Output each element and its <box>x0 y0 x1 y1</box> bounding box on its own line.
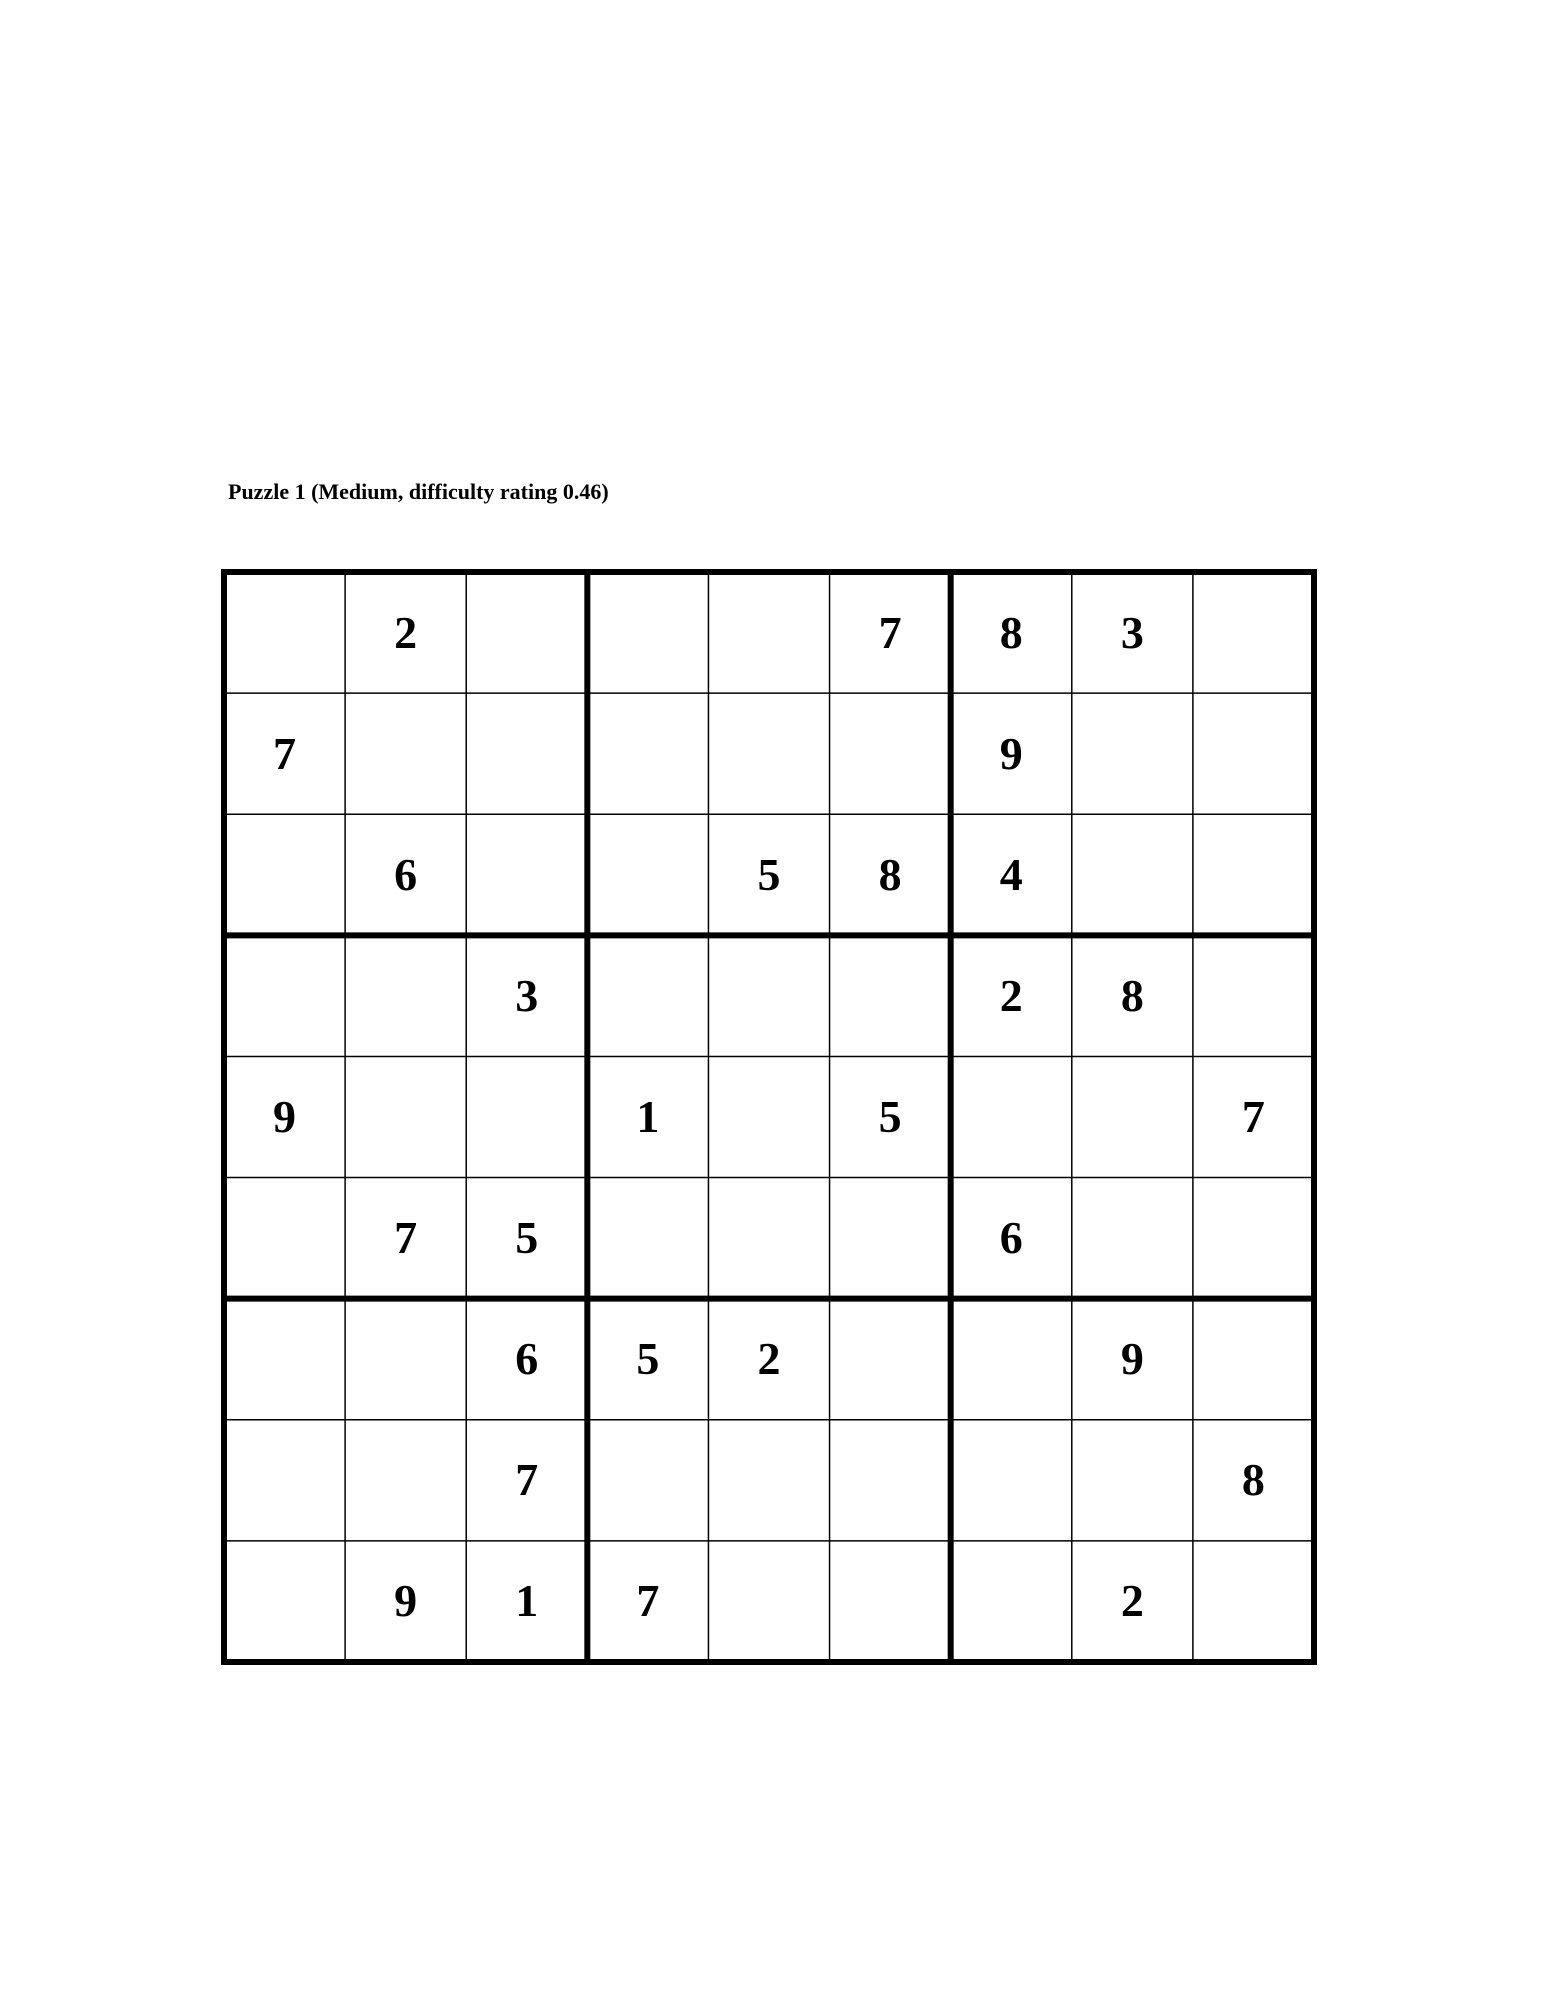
sudoku-cell-r8c1[interactable] <box>224 1420 345 1541</box>
sudoku-cell-r1c8[interactable]: 3 <box>1120 606 1144 658</box>
sudoku-cell-r3c6[interactable]: 8 <box>878 848 902 900</box>
sudoku-cell-r2c7[interactable]: 9 <box>999 727 1023 779</box>
sudoku-cell-r9c8[interactable]: 2 <box>1120 1575 1144 1627</box>
sudoku-cell-r9c7[interactable] <box>951 1541 1072 1662</box>
sudoku-cell-r4c5[interactable] <box>708 935 829 1056</box>
sudoku-cell-r3c1[interactable] <box>224 814 345 935</box>
sudoku-cell-r1c9[interactable] <box>1193 572 1314 693</box>
sudoku-cell-r5c3[interactable] <box>466 1056 587 1177</box>
sudoku-cell-r2c2[interactable] <box>345 693 466 814</box>
sudoku-cell-r4c7[interactable]: 2 <box>999 969 1023 1021</box>
sudoku-cell-r1c7[interactable]: 8 <box>999 606 1023 658</box>
sudoku-cell-r3c7[interactable]: 4 <box>999 848 1023 900</box>
sudoku-cell-r3c5[interactable]: 5 <box>757 848 781 900</box>
sudoku-cell-r4c6[interactable] <box>830 935 951 1056</box>
sudoku-cell-r5c1[interactable]: 9 <box>273 1090 297 1142</box>
sudoku-cell-r5c6[interactable]: 5 <box>878 1090 902 1142</box>
sudoku-cell-r4c4[interactable] <box>587 935 708 1056</box>
sudoku-cell-r5c2[interactable] <box>345 1056 466 1177</box>
sudoku-cell-r2c3[interactable] <box>466 693 587 814</box>
sudoku-cell-r1c2[interactable]: 2 <box>394 606 418 658</box>
sudoku-cell-r5c4[interactable]: 1 <box>636 1090 660 1142</box>
sudoku-cell-r1c6[interactable]: 7 <box>878 606 902 658</box>
sudoku-cell-r8c3[interactable]: 7 <box>515 1454 539 1506</box>
sudoku-cell-r5c8[interactable] <box>1072 1056 1193 1177</box>
sudoku-cell-r4c8[interactable]: 8 <box>1120 969 1144 1021</box>
sudoku-cell-r6c1[interactable] <box>224 1178 345 1299</box>
sudoku-cell-r6c7[interactable]: 6 <box>999 1212 1023 1264</box>
sudoku-cell-r1c5[interactable] <box>708 572 829 693</box>
sudoku-cell-r9c9[interactable] <box>1193 1541 1314 1662</box>
sudoku-cell-r5c9[interactable]: 7 <box>1241 1090 1265 1142</box>
sudoku-cell-r8c6[interactable] <box>830 1420 951 1541</box>
sudoku-cell-r9c6[interactable] <box>830 1541 951 1662</box>
sudoku-cell-r7c6[interactable] <box>830 1299 951 1420</box>
sudoku-cell-r6c4[interactable] <box>587 1178 708 1299</box>
sudoku-cell-r7c1[interactable] <box>224 1299 345 1420</box>
sudoku-cell-r6c3[interactable]: 5 <box>515 1212 539 1264</box>
sudoku-cell-r7c7[interactable] <box>951 1299 1072 1420</box>
sudoku-cell-r8c2[interactable] <box>345 1420 466 1541</box>
sudoku-cell-r4c1[interactable] <box>224 935 345 1056</box>
sudoku-cell-r7c9[interactable] <box>1193 1299 1314 1420</box>
sudoku-cell-r3c4[interactable] <box>587 814 708 935</box>
sudoku-cell-r8c8[interactable] <box>1072 1420 1193 1541</box>
sudoku-cell-r1c3[interactable] <box>466 572 587 693</box>
sudoku-cell-r6c2[interactable]: 7 <box>394 1212 418 1264</box>
sudoku-board <box>224 572 1314 1662</box>
sudoku-cell-r3c3[interactable] <box>466 814 587 935</box>
sudoku-cell-r9c3[interactable]: 1 <box>515 1575 539 1627</box>
sudoku-cell-r2c6[interactable] <box>830 693 951 814</box>
sudoku-cell-r9c1[interactable] <box>224 1541 345 1662</box>
sudoku-cell-r6c6[interactable] <box>830 1178 951 1299</box>
sudoku-cell-r7c5[interactable]: 2 <box>757 1333 781 1385</box>
sudoku-cell-r4c3[interactable]: 3 <box>515 969 539 1021</box>
sudoku-cell-r7c3[interactable]: 6 <box>515 1333 539 1385</box>
sudoku-cell-r7c4[interactable]: 5 <box>636 1333 660 1385</box>
sudoku-cell-r4c2[interactable] <box>345 935 466 1056</box>
sudoku-cell-r3c8[interactable] <box>1072 814 1193 935</box>
sudoku-cell-r6c9[interactable] <box>1193 1178 1314 1299</box>
sudoku-cell-r8c7[interactable] <box>951 1420 1072 1541</box>
sudoku-cell-r3c9[interactable] <box>1193 814 1314 935</box>
sudoku-cell-r2c4[interactable] <box>587 693 708 814</box>
sudoku-cell-r6c5[interactable] <box>708 1178 829 1299</box>
sudoku-cell-r1c4[interactable] <box>587 572 708 693</box>
sudoku-cell-r1c1[interactable] <box>224 572 345 693</box>
sudoku-cell-r2c5[interactable] <box>708 693 829 814</box>
sudoku-cell-r3c2[interactable]: 6 <box>394 848 418 900</box>
sudoku-cell-r9c4[interactable]: 7 <box>636 1575 660 1627</box>
sudoku-cell-r9c2[interactable]: 9 <box>394 1575 418 1627</box>
sudoku-cell-r2c9[interactable] <box>1193 693 1314 814</box>
sudoku-cell-r8c9[interactable]: 8 <box>1241 1454 1265 1506</box>
sudoku-cell-r8c5[interactable] <box>708 1420 829 1541</box>
sudoku-cell-r5c7[interactable] <box>951 1056 1072 1177</box>
sudoku-cell-r2c8[interactable] <box>1072 693 1193 814</box>
sudoku-cell-r4c9[interactable] <box>1193 935 1314 1056</box>
puzzle-title: Puzzle 1 (Medium, difficulty rating 0.46) <box>228 479 609 504</box>
sudoku-cell-r2c1[interactable]: 7 <box>273 727 297 779</box>
sudoku-cell-r7c8[interactable]: 9 <box>1120 1333 1144 1385</box>
sudoku-cell-r9c5[interactable] <box>708 1541 829 1662</box>
sudoku-cell-r6c8[interactable] <box>1072 1178 1193 1299</box>
sudoku-cell-r5c5[interactable] <box>708 1056 829 1177</box>
sudoku-cell-r7c2[interactable] <box>345 1299 466 1420</box>
sudoku-cell-r8c4[interactable] <box>587 1420 708 1541</box>
